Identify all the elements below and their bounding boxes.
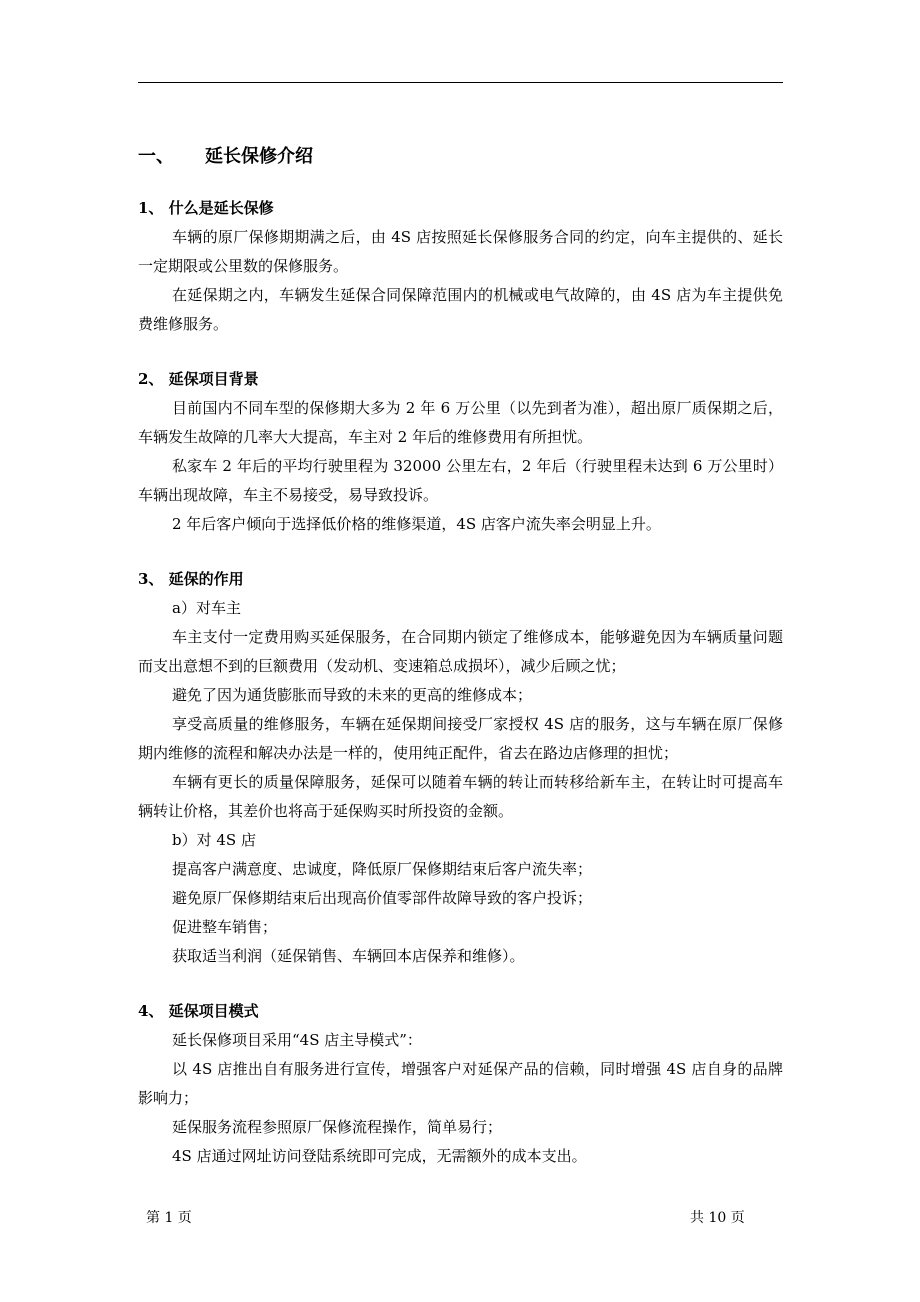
chapter-title: 延长保修介绍 [205, 146, 313, 167]
paragraph: 延保服务流程参照原厂保修流程操作，简单易行； [172, 1118, 503, 1136]
page-number: 第 1 页 [146, 1210, 192, 1226]
paragraph: 享受高质量的维修服务，车辆在延保期间接受厂家授权 4S 店的服务，这与车辆在原厂保修期内维修的流程和解决办法是一样的，使用纯正配件，省去在路边店修理的担忧； [138, 715, 783, 762]
total-pages: 共 10 页 [690, 1210, 745, 1226]
header-rule [138, 82, 783, 83]
subheading-dealer: b）对 4S 店 [172, 831, 256, 849]
paragraph: 延长保修项目采用“4S 店主导模式”： [172, 1031, 422, 1049]
paragraph: 目前国内不同车型的保修期大多为 2 年 6 万公里（以先到者为准），超出原厂质保期之后，车辆发生故障的几率大大提高，车主对 2 年后的维修费用有所担忧。 [138, 399, 783, 446]
paragraph: 车辆有更长的质量保障服务，延保可以随着车辆的转让而转移给新车主，在转让时可提高车辆转让价格，其差价也将高于延保购买时所投资的金额。 [138, 773, 783, 820]
paragraph: 促进整车销售； [172, 918, 278, 936]
section-heading: 1、 什么是延长保修 [138, 199, 274, 217]
paragraph: 车辆的原厂保修期期满之后，由 4S 店按照延长保修服务合同的约定，向车主提供的、延长一定期限或公里数的保修服务。 [138, 228, 783, 275]
document-body [138, 140, 783, 1171]
paragraph: 以 4S 店推出自有服务进行宣传，增强客户对延保产品的信赖，同时增强 4S 店自身的品牌影响力； [138, 1060, 783, 1107]
paragraph: 车主支付一定费用购买延保服务，在合同期内锁定了维修成本，能够避免因为车辆质量问题而支出意想不到的巨额费用（发动机、变速箱总成损坏），减少后顾之忧； [138, 628, 783, 675]
section-heading: 3、 延保的作用 [138, 570, 244, 588]
section-heading: 2、 延保项目背景 [138, 370, 259, 388]
paragraph: 私家车 2 年后的平均行驶里程为 32000 公里左右，2 年后（行驶里程未达到 6 万公里时）车辆出现故障，车主不易接受，易导致投诉。 [138, 457, 783, 504]
paragraph: 获取适当利润（延保销售、车辆回本店保养和维修）。 [172, 947, 525, 965]
chapter-number: 一、 [138, 146, 174, 167]
paragraph: 2 年后客户倾向于选择低价格的维修渠道，4S 店客户流失率会明显上升。 [172, 515, 661, 533]
chapter-heading [138, 140, 783, 174]
paragraph: 避免了因为通货膨胀而导致的未来的更高的维修成本； [172, 686, 533, 704]
section-heading: 4、 延保项目模式 [138, 1002, 259, 1020]
paragraph: 避免原厂保修期结束后出现高价值零部件故障导致的客户投诉； [172, 889, 593, 907]
paragraph: 在延保期之内，车辆发生延保合同保障范围内的机械或电气故障的，由 4S 店为车主提供免费维修服务。 [138, 286, 783, 333]
subheading-owner: a）对车主 [172, 599, 241, 617]
paragraph: 4S 店通过网址访问登陆系统即可完成，无需额外的成本支出。 [172, 1147, 587, 1165]
paragraph: 提高客户满意度、忠诚度，降低原厂保修期结束后客户流失率； [172, 860, 593, 878]
